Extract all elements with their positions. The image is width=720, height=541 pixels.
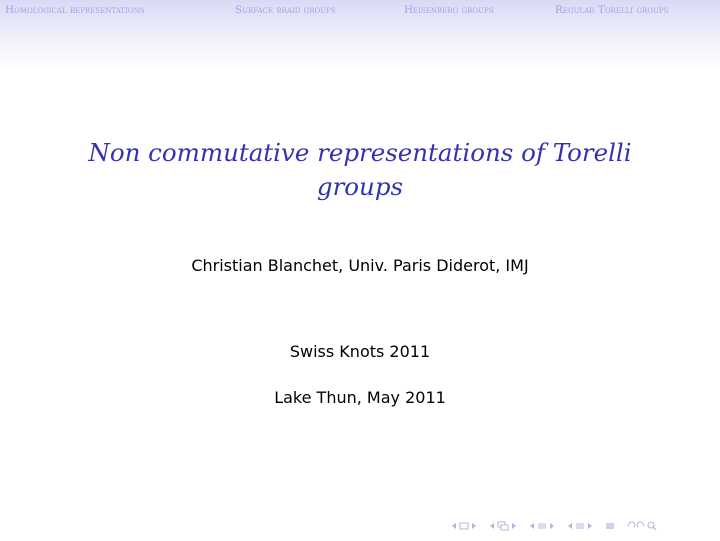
prev-section-icon-2[interactable]	[566, 521, 574, 531]
next-subsection-icon[interactable]	[510, 521, 518, 531]
align-icon[interactable]	[604, 521, 616, 531]
section-navigation	[0, 4, 720, 18]
next-section-icon[interactable]	[548, 521, 556, 531]
author-affiliation: Christian Blanchet, Univ. Paris Diderot, IMJ	[191, 256, 529, 275]
conference-name: Swiss Knots 2011	[289, 342, 431, 361]
beamer-navigation-symbols	[450, 519, 658, 533]
prev-section-icon[interactable]	[528, 521, 536, 531]
frame-icon[interactable]	[458, 521, 470, 531]
nav-section-surface-braid[interactable]: Surface braid groups	[235, 4, 336, 16]
prev-frame-icon[interactable]	[450, 521, 458, 531]
redo-icon[interactable]	[636, 521, 646, 531]
undo-icon[interactable]	[626, 521, 636, 531]
title-line-1: Non commutative representations of Torelli	[88, 138, 632, 167]
place-and-date: Lake Thun, May 2011	[274, 388, 446, 407]
title-line-2: groups	[316, 172, 404, 201]
subsection-icon[interactable]	[496, 521, 510, 531]
nav-section-regular-torelli[interactable]: Regular Torelli groups	[555, 4, 669, 16]
header-bar	[0, 0, 720, 70]
section-icon[interactable]	[536, 521, 548, 531]
next-section-icon-2[interactable]	[586, 521, 594, 531]
nav-section-heisenberg[interactable]: Heisenberg groups	[404, 4, 494, 16]
section-icon-2[interactable]	[574, 521, 586, 531]
prev-subsection-icon[interactable]	[488, 521, 496, 531]
search-icon[interactable]	[646, 521, 658, 531]
next-frame-icon[interactable]	[470, 521, 478, 531]
presentation-title	[60, 136, 660, 204]
nav-section-homological[interactable]: Homological representations	[5, 4, 145, 16]
